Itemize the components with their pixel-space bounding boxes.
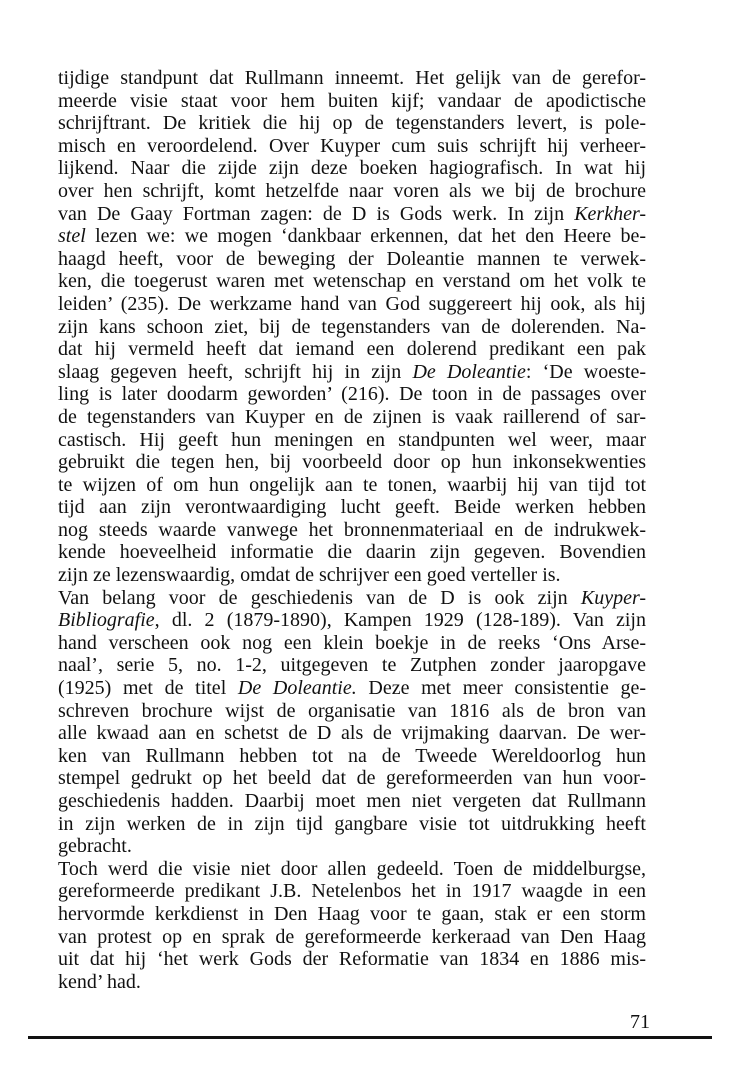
text-segment: Deze met meer consistentie ge-: [356, 677, 647, 700]
text-line: [58, 270, 646, 293]
text-line: [58, 767, 646, 790]
text-line: [58, 971, 646, 994]
text-segment: te wijzen of om hun ongelijk aan te tonen, waarbij hij van tijd tot: [58, 473, 646, 496]
text-line: [58, 429, 646, 452]
text-segment: alle kwaad aan en schetst de D als de vrijmaking daarvan. De wer-: [58, 722, 646, 745]
text-segment: hervormde kerkdienst in Den Haag voor te gaan, stak er een storm: [58, 902, 646, 925]
text-segment: lijkend. Naar die zijde zijn deze boeken hagiografisch. In wat hij: [58, 157, 646, 180]
text-line: [58, 157, 646, 180]
text-segment: ken van Rullmann hebben tot na de Tweede Wereldoorlog hun: [58, 744, 646, 767]
text-segment: slaag gegeven heeft, schrijft hij in zijn: [58, 360, 413, 383]
paragraph: [58, 587, 646, 858]
italic-text: Kuyper-: [580, 586, 646, 609]
text-line: [58, 225, 646, 248]
text-line: [58, 564, 646, 587]
text-segment: Van belang voor de geschiedenis van de D is ook zijn: [58, 586, 581, 609]
text-line: [58, 67, 646, 90]
text-segment: ling is later doodarm geworden’ (216). De toon in de passages over: [58, 383, 646, 406]
text-line: [58, 835, 646, 858]
text-segment: gebruikt die tegen hen, bij voorbeeld door op hun inkonsekwenties: [58, 451, 646, 474]
body-text: [58, 67, 646, 993]
text-segment: de tegenstanders van Kuyper en de zijnen is vaak raillerend of sar-: [58, 405, 646, 428]
text-line: [58, 519, 646, 542]
text-line: [58, 587, 646, 610]
text-segment: castisch. Hij geeft hun meningen en standpunten wel weer, maar: [58, 428, 646, 451]
text-segment: Toch werd die visie niet door allen gedeeld. Toen de middelburgse,: [58, 857, 646, 880]
text-line: [58, 112, 646, 135]
text-segment: naal’, serie 5, no. 1-2, uitgegeven te Zutphen zonder jaaropgave: [58, 654, 646, 677]
text-segment: (1925) met de titel: [58, 677, 238, 700]
text-line: [58, 632, 646, 655]
italic-text: Bibliografie: [58, 609, 155, 632]
italic-text: De Doleantie: [412, 360, 526, 383]
text-line: [58, 180, 646, 203]
text-segment: kende hoeveelheid informatie die daarin zijn gegeven. Bovendien: [58, 541, 646, 564]
text-line: [58, 90, 646, 113]
text-segment: in zijn werken de in zijn tijd gangbare visie tot uitdrukking heeft: [58, 812, 646, 835]
text-segment: van protest op en sprak de gereformeerde kerkeraad van Den Haag: [58, 925, 646, 948]
text-segment: zijn kans schoon ziet, bij de tegenstanders van de dolerenden. Na-: [58, 315, 646, 338]
text-line: [58, 880, 646, 903]
text-segment: meerde visie staat voor hem buiten kijf; vandaar de apodictische: [58, 89, 646, 112]
text-segment: hand verscheen ook nog een klein boekje in de reeks ‘Ons Arse-: [58, 631, 646, 654]
text-line: [58, 406, 646, 429]
text-segment: lezen we: we mogen ‘dankbaar erkennen, dat het den Heere be-: [85, 225, 646, 248]
text-segment: tijd aan zijn verontwaardiging lucht geeft. Beide werken hebben: [58, 496, 646, 519]
italic-text: De Doleantie.: [237, 677, 357, 700]
text-line: [58, 203, 646, 226]
text-line: [58, 903, 646, 926]
page-number: 71: [630, 1011, 650, 1033]
text-line: [58, 496, 646, 519]
text-segment: tijdige standpunt dat Rullmann inneemt. Het gelijk van de gerefor-: [58, 67, 646, 89]
text-line: [58, 338, 646, 361]
paragraph: [58, 858, 646, 994]
text-segment: gereformeerde predikant J.B. Netelenbos het in 1917 waagde in een: [58, 880, 646, 903]
text-segment: schrijftrant. De kritiek die hij op de tegenstanders levert, is pole-: [58, 112, 646, 135]
text-segment: geschiedenis hadden. Daarbij moet men niet vergeten dat Rullmann: [58, 790, 646, 812]
text-segment: kend’ had.: [58, 970, 141, 993]
paragraph: [58, 67, 646, 587]
text-segment: : ‘De woeste-: [525, 360, 647, 383]
text-segment: nog steeds waarde vanwege het bronnenmateriaal en de indrukwek-: [58, 518, 646, 541]
text-segment: uit dat hij ‘het werk Gods der Reformatie van 1834 en 1886 mis-: [58, 948, 646, 971]
text-line: [58, 293, 646, 316]
text-line: [58, 677, 646, 700]
text-segment: zijn ze lezenswaardig, omdat de schrijver een goed verteller is.: [58, 564, 561, 587]
italic-text: Kerkher-: [574, 202, 646, 225]
text-segment: leiden’ (235). De werkzame hand van God suggereert hij ook, als hij: [58, 292, 646, 315]
text-line: [58, 316, 646, 339]
text-segment: dat hij vermeld heeft dat iemand een dolerend predikant een pak: [58, 338, 646, 361]
text-segment: , dl. 2 (1879-1890), Kampen 1929 (128-189). Van zijn: [154, 609, 646, 632]
text-line: [58, 135, 646, 158]
text-line: [58, 361, 646, 384]
text-line: [58, 474, 646, 497]
text-segment: haagd heeft, voor de beweging der Doleantie mannen te verwek-: [58, 247, 646, 270]
text-line: [58, 654, 646, 677]
text-line: [58, 722, 646, 745]
bottom-rule: [28, 1036, 712, 1039]
text-segment: gebracht.: [58, 835, 132, 858]
text-line: [58, 609, 646, 632]
text-line: [58, 745, 646, 768]
text-line: [58, 248, 646, 271]
text-line: [58, 813, 646, 836]
text-line: [58, 451, 646, 474]
text-segment: misch en veroordelend. Over Kuyper cum suis schrijft hij verheer-: [58, 134, 646, 157]
text-line: [58, 541, 646, 564]
italic-text: stel: [58, 225, 86, 248]
text-line: [58, 790, 646, 813]
text-segment: schreven brochure wijst de organisatie van 1816 als de bron van: [58, 699, 646, 722]
text-line: [58, 858, 646, 881]
text-segment: van De Gaay Fortman zagen: de D is Gods werk. In zijn: [58, 202, 575, 225]
text-line: [58, 383, 646, 406]
text-line: [58, 926, 646, 949]
text-segment: over hen schrijft, komt hetzelfde naar voren als we bij de brochure: [58, 179, 646, 202]
text-segment: stempel gedrukt op het beeld dat de gereformeerden van hun voor-: [58, 767, 646, 790]
text-segment: ken, die toegerust waren met wetenschap en verstand om het volk te: [58, 270, 646, 293]
text-line: [58, 948, 646, 971]
text-line: [58, 700, 646, 723]
